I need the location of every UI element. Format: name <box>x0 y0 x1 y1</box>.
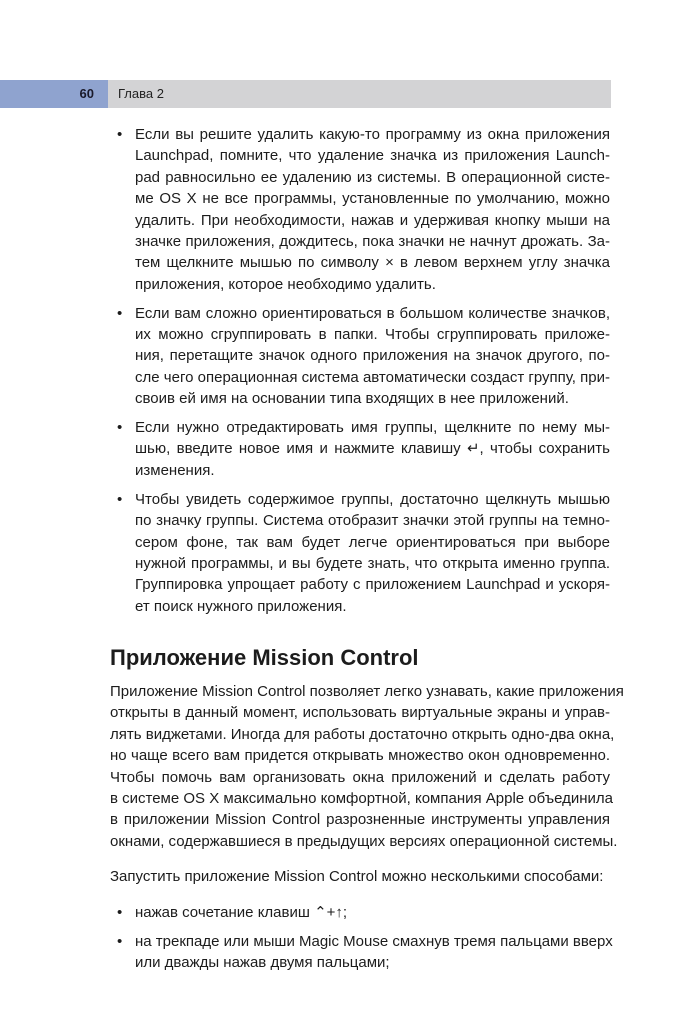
text-line: приложения, которое необходимо удалить. <box>135 275 436 293</box>
text-line: в приложении Mission Control разрозненные инструменты управления <box>110 811 610 829</box>
bullet-icon: • <box>117 419 123 437</box>
text-line: нужной программы, и вы будете знать, что открыта именно группа. <box>135 554 610 572</box>
text-line: своив ей имя на основании типа входящих в нее приложений. <box>135 390 569 408</box>
text-line: открыты в данный момент, использовать виртуальные экраны и управ- <box>110 704 610 722</box>
list-item <box>110 489 610 617</box>
list-item <box>110 417 610 481</box>
text-line: лять виджетами. Иногда для работы достаточно открыть одно-два окна, <box>110 725 615 743</box>
paragraph <box>110 866 610 887</box>
bullet-list-launchpad <box>110 124 610 617</box>
page-number: 60 <box>0 80 108 108</box>
text-line: pad равносильно ее удалению из системы. В операционной систе- <box>135 168 610 186</box>
bullet-list-mission-control <box>110 902 613 974</box>
text-line: Если вы решите удалить какую-то программу из окна приложения <box>135 126 610 143</box>
text-line: или дважды нажав двумя пальцами; <box>135 953 390 971</box>
text-line: Приложение Mission Control позволяет легко узнавать, какие приложения <box>110 683 624 701</box>
text-line: тем щелкните мышью по символу × в левом верхнем углу значка <box>135 254 610 272</box>
text-line: Чтобы помочь вам организовать окна приложений и сделать работу <box>110 768 610 786</box>
text-line: Launchpad, помните, что удаление значка из приложения Launch- <box>135 147 610 165</box>
text-line: ния, перетащите значок одного приложения на значок другого, по- <box>135 347 610 365</box>
section-heading: Приложение Mission Control <box>110 645 419 671</box>
text-line: удалить. При необходимости, нажав и удерживая кнопку мыши на <box>135 211 610 229</box>
text-line: в системе OS X максимально комфортной, компания Apple объединила <box>110 790 614 808</box>
text-line: нажав сочетание клавиш ⌃+↑; <box>135 903 348 921</box>
text-line: значке приложения, дождитесь, пока значки не начнут дрожать. За- <box>135 232 610 250</box>
section-paragraphs <box>110 681 624 888</box>
running-header <box>0 80 611 108</box>
text-line: изменения. <box>135 461 215 479</box>
list-item <box>110 124 610 295</box>
text-line: ме OS X не все программы, установленные по умолчанию, можно <box>135 190 610 208</box>
list-item <box>110 902 610 923</box>
text-line: ет поиск нужного приложения. <box>135 597 347 615</box>
text-line: Если вам сложно ориентироваться в большом количестве значков, <box>135 304 610 322</box>
text-line: Запустить приложение Mission Control можно несколькими способами: <box>110 868 604 886</box>
text-line: шью, введите новое имя и нажмите клавишу ↵, чтобы сохранить <box>135 440 610 458</box>
text-line: окнами, содержавшиеся в предыдущих версиях операционной системы. <box>110 832 618 850</box>
bullet-icon: • <box>117 304 123 322</box>
text-line: Группировка упрощает работу с приложением Launchpad и ускоря- <box>135 576 610 594</box>
text-line: сером фоне, так вам будет легче ориентироваться при выборе <box>135 533 610 551</box>
text-line: Если нужно отредактировать имя группы, щелкните по нему мы- <box>135 419 610 437</box>
text-line: на трекпаде или мыши Magic Mouse смахнув тремя пальцами вверх <box>135 932 613 950</box>
list-item <box>110 931 613 974</box>
bullet-icon: • <box>117 932 123 950</box>
text-line: их можно сгруппировать в папки. Чтобы сгруппировать приложе- <box>135 326 610 344</box>
bullet-icon: • <box>117 903 123 921</box>
chapter-title: Глава 2 <box>108 80 611 108</box>
text-line: по значку группы. Система отобразит значки этой группы на темно- <box>135 512 610 530</box>
bullet-icon: • <box>117 490 123 508</box>
bullet-icon: • <box>117 126 123 143</box>
text-line: сле чего операционная система автоматически создаст группу, при- <box>135 368 610 386</box>
paragraph <box>110 681 624 852</box>
text-line: Чтобы увидеть содержимое группы, достаточно щелкнуть мышью <box>135 490 610 508</box>
list-item <box>110 303 610 410</box>
page-body <box>110 124 624 981</box>
text-line: но чаще всего вам придется открывать множество окон одновременно. <box>110 747 610 765</box>
